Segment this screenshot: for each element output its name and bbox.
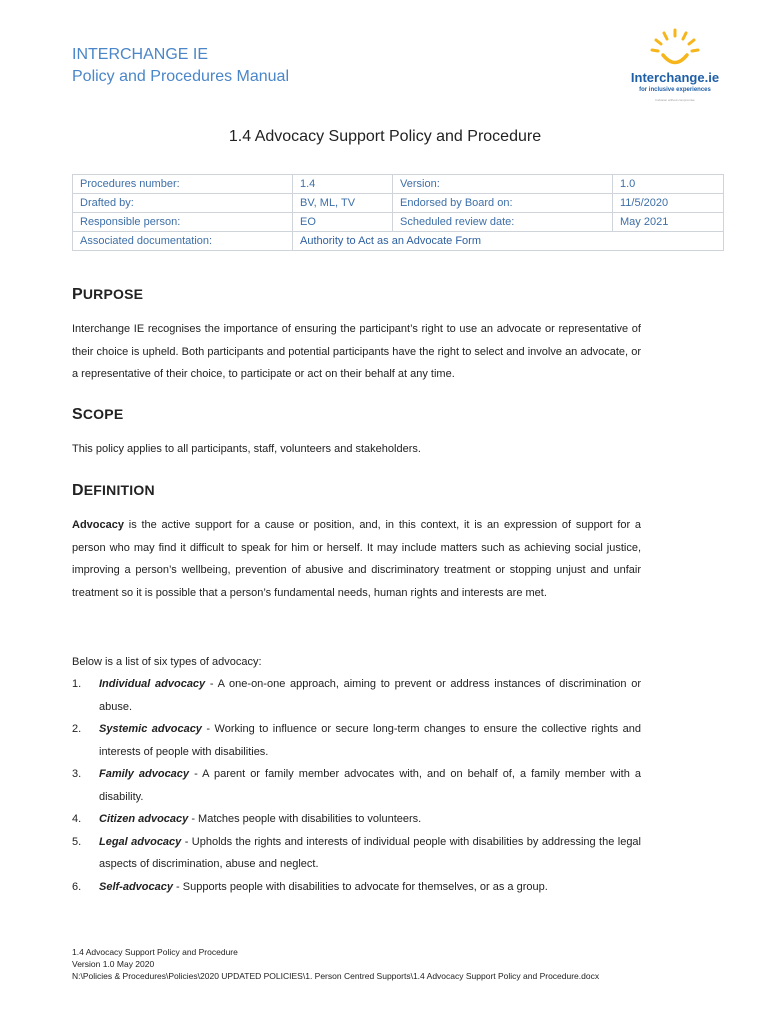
list-number: 1. (72, 678, 82, 690)
table-cell: BV, ML, TV (293, 194, 393, 213)
heading-purpose (72, 286, 143, 304)
table-cell: Procedures number: (73, 175, 293, 194)
advocacy-term: Citizen advocacy (99, 813, 189, 825)
table-cell: EO (293, 213, 393, 232)
purpose-text: Interchange IE recognises the importance of ensuring the participant’s right to use an advocate or representative of their choice is upheld. Both participants and potential participants have the right to select and involve an advocate, or a representative of their choice, to participate or act on their behalf at any time. (72, 323, 641, 380)
heading-cap: P (72, 286, 83, 303)
header-org-block (72, 44, 289, 88)
table-cell: 1.0 (613, 175, 724, 194)
footer-version: Version 1.0 May 2020 (72, 959, 155, 969)
table-row (73, 175, 724, 194)
logo-tagline: for inclusive experiences (639, 87, 711, 93)
table-cell: 11/5/2020 (613, 194, 724, 213)
table-cell: Associated documentation: (73, 232, 293, 251)
definition-body: is the active support for a cause or position, and, in this context, it is an expression of support for a person who may find it difficult to speak for him or herself. It may include matters such as achieving social justice, improving a person’s wellbeing, prevention of abusive and discriminatory treatment or stopping unjust and unfair treatment so it is possible that a person’s fundamental needs, human rights and interests are met. (72, 519, 641, 599)
interchange-logo (628, 28, 738, 106)
advocacy-types-list (72, 673, 641, 898)
logo-small-text: Inclusion without compromise (655, 98, 695, 102)
footer-path: N:\Policies & Procedures\Policies\2020 UPDATED POLICIES\1. Person Centred Supports\1.4 Advocacy Support Policy and Procedure.docx (72, 971, 600, 981)
table-cell: Endorsed by Board on: (393, 194, 613, 213)
advocacy-desc: - Upholds the rights and interests of individual people with disabilities by addressing the legal aspects of discrimination, abuse and neglect. (99, 835, 641, 870)
heading-rest: URPOSE (82, 286, 144, 302)
footer-title: 1.4 Advocacy Support Policy and Procedure (72, 947, 238, 957)
header-manual-name: Policy and Procedures Manual (72, 68, 290, 85)
table-cell: 1.4 (293, 175, 393, 194)
list-number: 2. (72, 723, 82, 735)
list-number: 3. (72, 768, 82, 780)
list-item (72, 876, 641, 899)
table-row (73, 194, 724, 213)
table-cell: May 2021 (613, 213, 724, 232)
document-title: 1.4 Advocacy Support Policy and Procedure (228, 128, 542, 145)
table-cell: Version: (393, 175, 613, 194)
sun-icon (652, 30, 698, 63)
header-org-name: INTERCHANGE IE (72, 46, 209, 63)
heading-rest: EFINITION (83, 482, 155, 498)
definition-term: Advocacy (72, 519, 124, 531)
list-item (72, 763, 641, 808)
heading-rest: COPE (82, 406, 124, 422)
advocacy-desc: - Matches people with disabilities to volunteers. (188, 813, 422, 825)
advocacy-term: Systemic advocacy (99, 723, 202, 735)
heading-cap: D (72, 482, 84, 499)
list-number: 6. (72, 880, 82, 893)
advocacy-term: Individual advocacy (99, 678, 206, 690)
table-cell: Drafted by: (73, 194, 293, 213)
list-item (72, 808, 641, 831)
list-item (72, 718, 641, 763)
logo-name: Interchange.ie (630, 70, 720, 85)
advocacy-desc: - Supports people with disabilities to advocate for themselves, or as a group. (172, 880, 548, 893)
table-cell: Scheduled review date: (393, 213, 613, 232)
list-item (72, 831, 641, 876)
table-row (73, 213, 724, 232)
table-cell: Responsible person: (73, 213, 293, 232)
scope-text: This policy applies to all participants, staff, volunteers and stakeholders. (72, 443, 421, 455)
associated-doc-link[interactable]: Authority to Act as an Advocate Form (293, 232, 724, 251)
advocacy-desc: - A parent or family member advocates with, and on behalf of, a family member with a disability. (99, 768, 641, 803)
advocacy-term: Self-advocacy (99, 880, 173, 893)
list-number: 4. (72, 813, 82, 825)
page-footer (72, 946, 632, 982)
list-intro: Below is a list of six types of advocacy: (72, 656, 262, 668)
list-number: 5. (72, 835, 82, 848)
advocacy-desc: - Working to influence or secure long-term changes to ensure the collective rights and interests of people with disabilities. (99, 723, 641, 758)
heading-definition (72, 482, 155, 500)
list-item (72, 673, 641, 718)
advocacy-desc: - A one-on-one approach, aiming to prevent or address instances of discrimination or abuse. (99, 678, 642, 713)
definition-text (72, 514, 641, 604)
heading-scope (72, 406, 123, 424)
metadata-table (72, 174, 724, 251)
heading-cap: S (72, 406, 83, 423)
advocacy-term: Legal advocacy (99, 835, 182, 848)
advocacy-term: Family advocacy (99, 768, 190, 780)
table-row (73, 232, 724, 251)
